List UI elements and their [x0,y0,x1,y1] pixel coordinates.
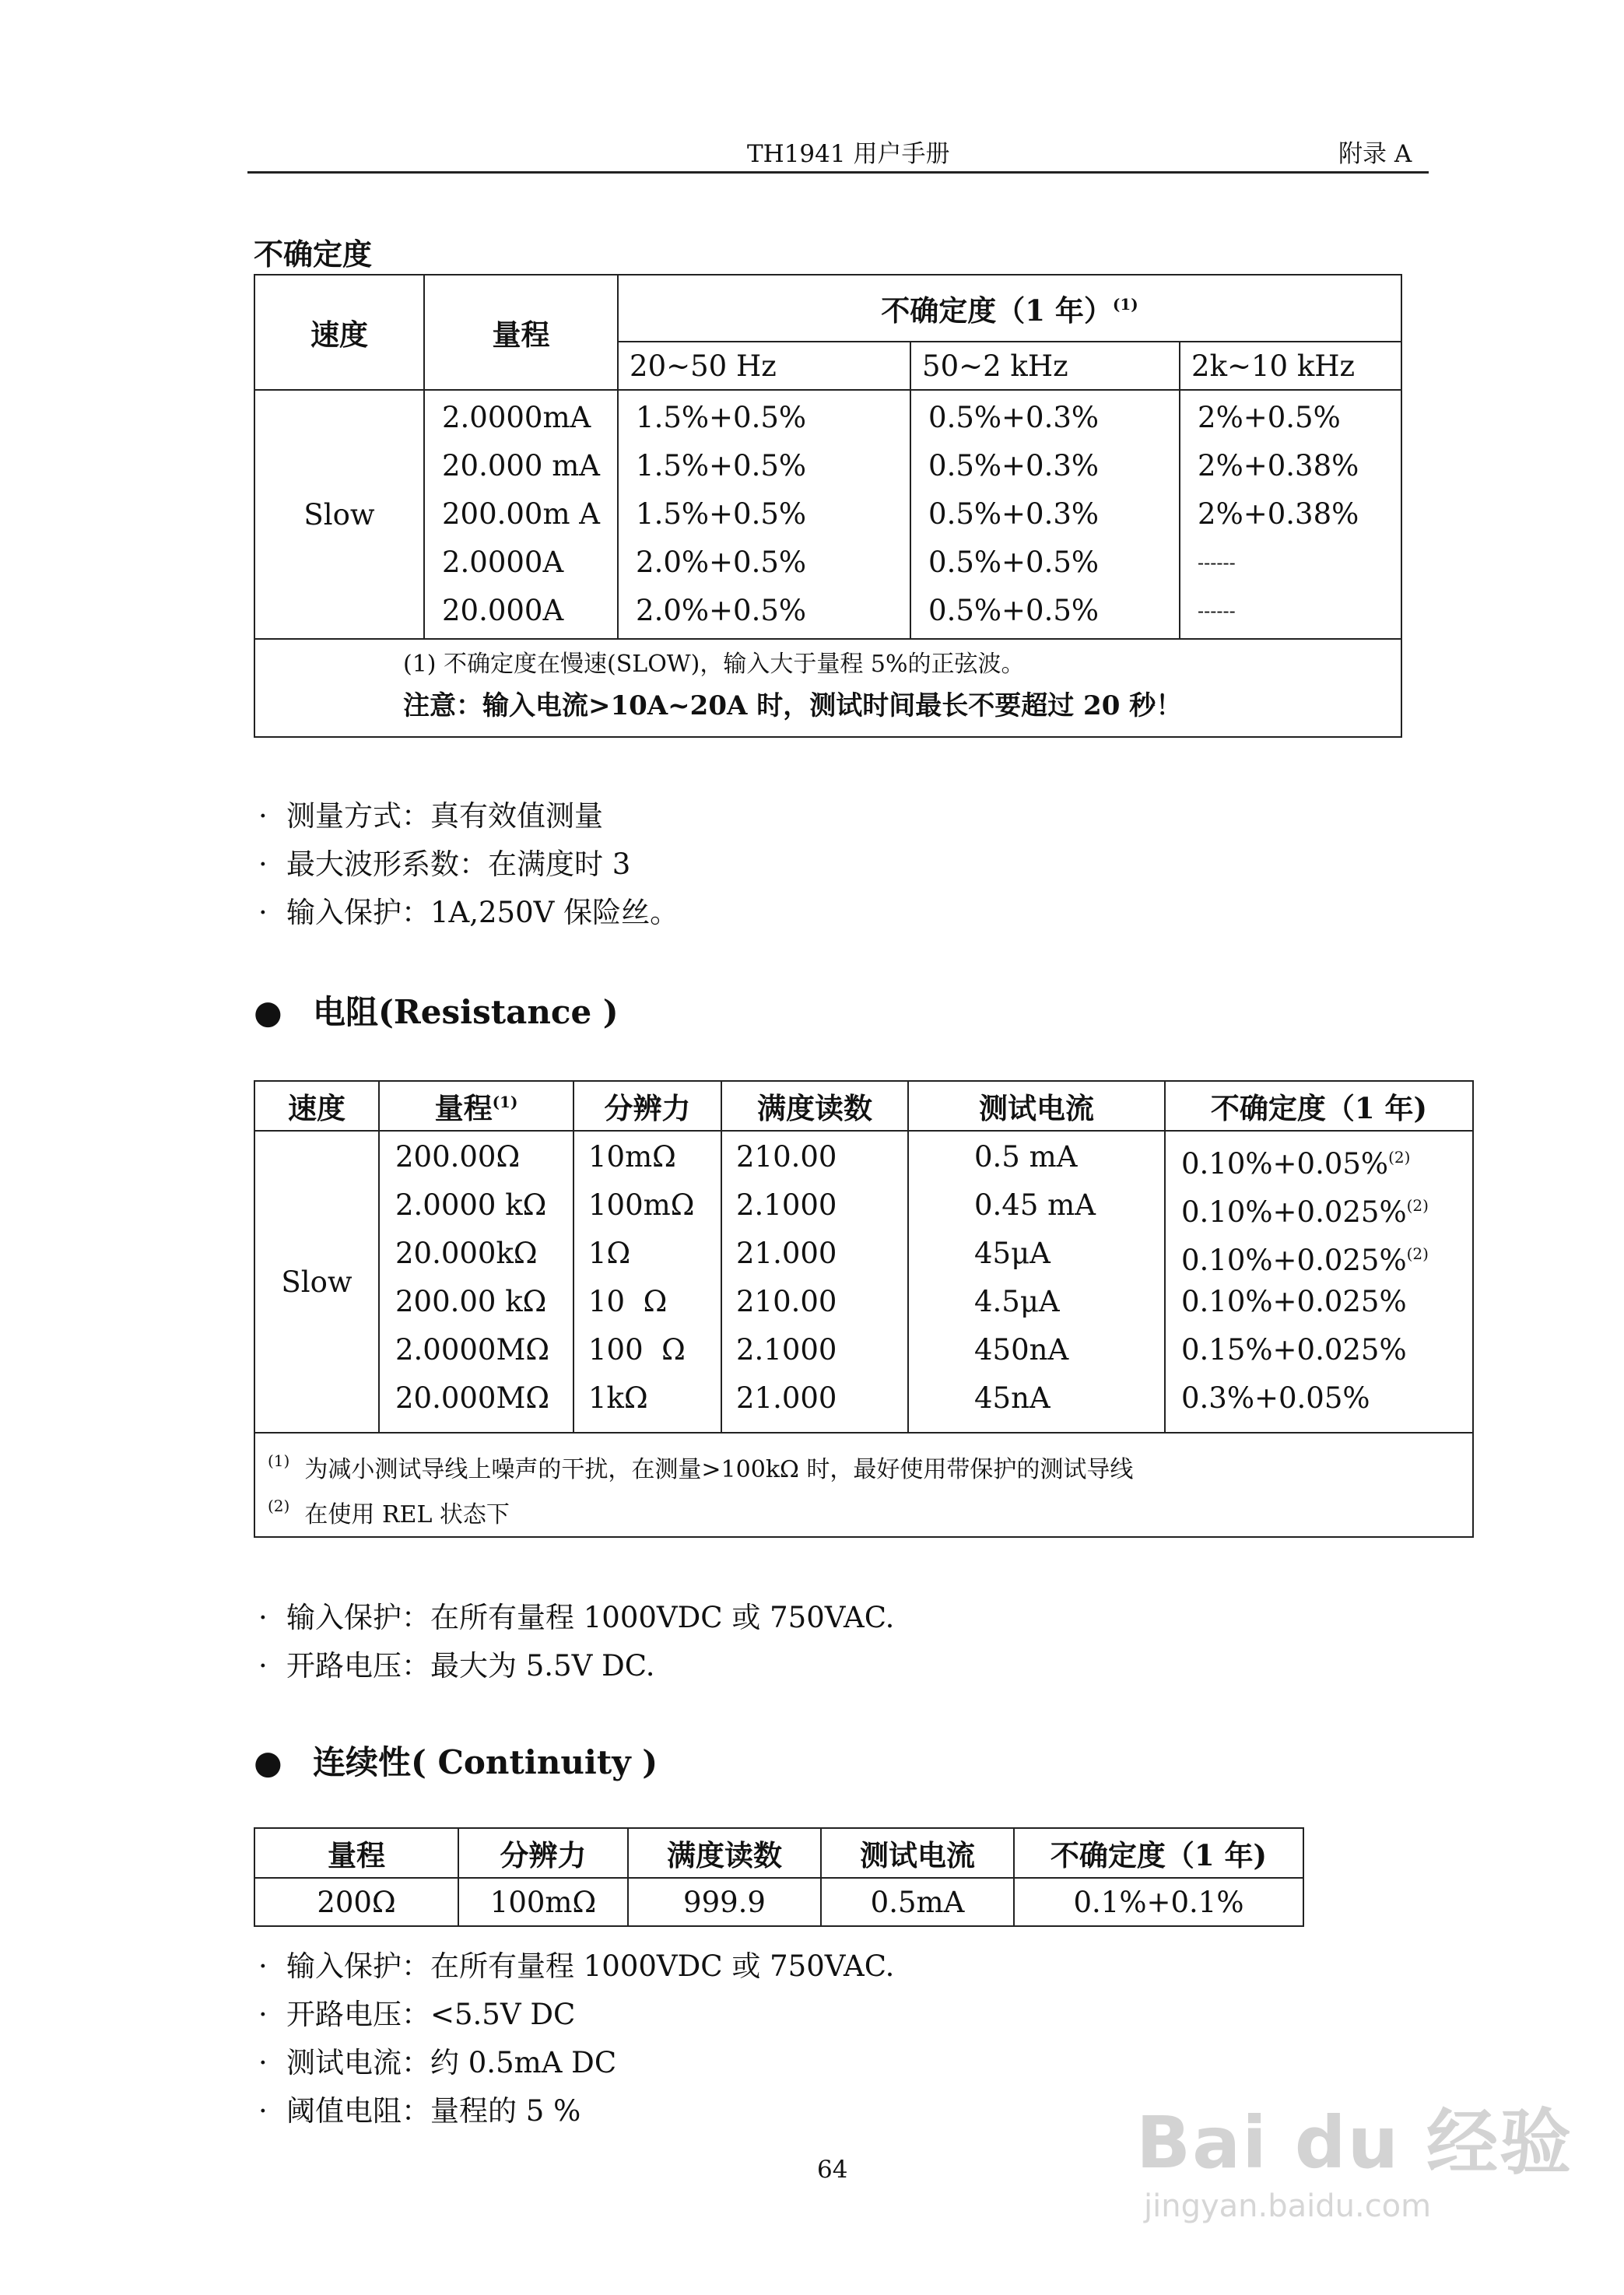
bullet-item: · 阈值电阻：量程的 5 % [258,2094,581,2128]
cont-current: 0.5mA [821,1878,1014,1926]
resistance-notes [254,1433,1473,1537]
cont-fullscale: 999.9 [628,1878,821,1926]
header-appendix: 附录 A [1338,140,1412,168]
bullet-item: · 最大波形系数：在满度时 3 [258,847,631,881]
watermark-logo: Bai du 经验 [1136,2101,1573,2184]
resistance-note-2: $^{(2)}$ 在使用 REL 状态下 [268,1497,510,1528]
watermark-url: jingyan.baidu.com [1144,2188,1432,2224]
cont-col-current: 测试电流 [821,1828,1014,1878]
bullet-item: · 测试电流：约 0.5mA DC [258,2046,617,2079]
resistance-title: 电阻(Resistance ) [313,993,619,1031]
header-rule [247,171,1429,174]
resistance-heading [254,987,619,1033]
subcol-3: 2k~10 kHz [1180,342,1401,390]
res-col-uncertainty: 不确定度（1 年) [1165,1081,1473,1131]
continuity-heading [254,1737,658,1784]
bullet-dot-icon: ● [254,1743,282,1781]
uncertainty-warning: 注意：输入电流>10A~20A 时，测试时间最长不要超过 20 秒！ [403,690,1183,721]
subcol-1: 20~50 Hz [618,342,910,390]
res-col-current: 测试电流 [908,1081,1165,1131]
res-col-speed: 速度 [254,1081,379,1131]
cont-col-resolution: 分辨力 [458,1828,628,1878]
page-number: 64 [817,2156,848,2184]
uncertainty-notes [254,639,1401,737]
header-title: TH1941 用户手册 [747,140,950,168]
res-col-range: 量程$^{(1)}$ [379,1081,573,1131]
bullet-item: · 输入保护：在所有量程 1000VDC 或 750VAC. [258,1949,895,1983]
res-col-fullscale: 满度读数 [721,1081,908,1131]
range-column: 2.0000mA 20.000 mA 200.00m A 2.0000A 20.000A [424,390,618,639]
res-uncertainty-column: 0.10%+0.05%$^{(2)}$ 0.10%+0.025%$^{(2)}$ 0.10%+0.025%$^{(2)}$ 0.10%+0.025% 0.15%+0.025% 0.3%+0.05% [1165,1131,1473,1433]
resistance-table [254,1080,1474,1538]
bullet-item: · 输入保护：1A,250V 保险丝。 [258,896,679,929]
res-fullscale-column: 210.00 2.1000 21.000 210.00 2.1000 21.000 [721,1131,908,1433]
cont-range: 200Ω [254,1878,458,1926]
bullet-item: · 测量方式：真有效值测量 [258,799,603,833]
res-resolution-column: 10mΩ 100mΩ 1Ω 10 Ω 100 Ω 1kΩ [573,1131,721,1433]
res-current-column: 0.5 mA 0.45 mA 45μA 4.5μA 450nA 45nA [908,1131,1165,1433]
bullet-dot-icon: ● [254,993,282,1031]
cont-col-range: 量程 [254,1828,458,1878]
continuity-table [254,1827,1304,1927]
bullet-item: · 输入保护：在所有量程 1000VDC 或 750VAC. [258,1601,895,1634]
subcol-2: 50~2 kHz [910,342,1180,390]
col-uncertainty: 不确定度（1 年）$^{(1)}$ [618,275,1401,342]
uncertainty-title: 不确定度 [254,237,373,272]
c2-column: 0.5%+0.3% 0.5%+0.3% 0.5%+0.3% 0.5%+0.5% 0.5%+0.5% [910,390,1180,639]
col-speed: 速度 [254,275,424,390]
baidu-watermark [1136,2086,1573,2224]
cont-col-fullscale: 满度读数 [628,1828,821,1878]
res-speed-cell: Slow [254,1131,379,1433]
col-range: 量程 [424,275,618,390]
c3-column: 2%+0.5% 2%+0.38% 2%+0.38% ------ ------ [1180,390,1401,639]
speed-cell: Slow [254,390,424,639]
cont-resolution: 100mΩ [458,1878,628,1926]
c1-column: 1.5%+0.5% 1.5%+0.5% 1.5%+0.5% 2.0%+0.5% 2.0%+0.5% [618,390,910,639]
res-col-resolution: 分辨力 [573,1081,721,1131]
resistance-note-1: $^{(1)}$ 为减小测试导线上噪声的干扰，在测量>100kΩ 时，最好使用带保护的测试导线 [268,1451,1134,1483]
uncertainty-note: (1) 不确定度在慢速(SLOW)，输入大于量程 5%的正弦波。 [403,651,1025,678]
bullet-item: · 开路电压：<5.5V DC [258,1998,576,2031]
bullet-item: · 开路电压：最大为 5.5V DC. [258,1649,655,1683]
res-range-column: 200.00Ω 2.0000 kΩ 20.000kΩ 200.00 kΩ 2.0000MΩ 20.000MΩ [379,1131,573,1433]
uncertainty-table [254,274,1402,738]
cont-uncertainty: 0.1%+0.1% [1014,1878,1303,1926]
cont-col-uncertainty: 不确定度（1 年) [1014,1828,1303,1878]
continuity-title: 连续性( Continuity ) [313,1743,658,1781]
